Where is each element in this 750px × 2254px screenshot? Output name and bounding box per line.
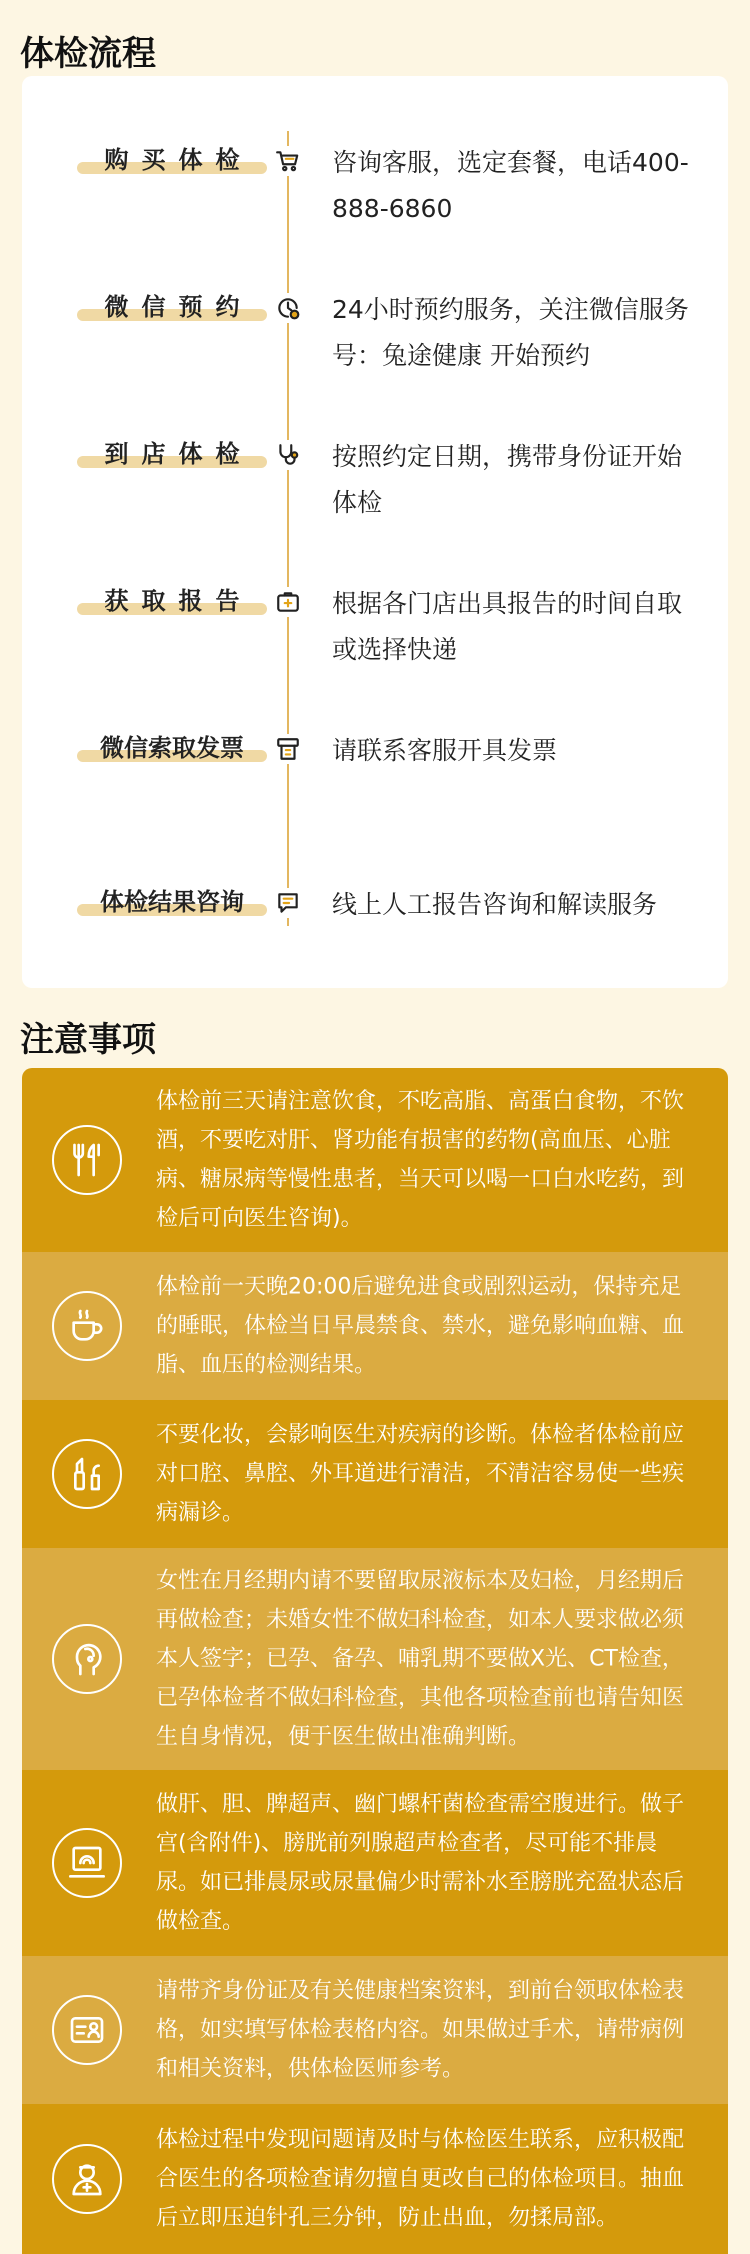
note-item <box>22 1068 728 1252</box>
step-description: 按照约定日期，携带身份证开始体检 <box>332 442 683 517</box>
note-item <box>22 2104 728 2254</box>
invoice-icon <box>273 734 303 764</box>
step-description: 线上人工报告咨询和解读服务 <box>332 890 658 919</box>
doctor-icon <box>52 2144 122 2214</box>
step-label: 体检结果咨询 <box>77 882 267 922</box>
cosmetics-icon <box>52 1439 122 1509</box>
step-label: 购买体检 <box>77 140 267 180</box>
step-description: 咨询客服，选定套餐，电话400-888-6860 <box>332 148 689 223</box>
clock-icon <box>273 293 303 323</box>
cart-icon <box>273 146 303 176</box>
note-text: 不要化妆，会影响医生对疾病的诊断。体检者体检前应对口腔、鼻腔、外耳道进行清洁，不清洁容易使一些疾病漏诊。 <box>156 1422 685 1526</box>
process-section-title: 体检流程 <box>20 34 156 74</box>
process-card <box>22 76 728 988</box>
step-description: 根据各门店出具报告的时间自取或选择快递 <box>332 589 683 664</box>
step-label: 获取报告 <box>77 581 267 621</box>
step-label: 到店体检 <box>77 434 267 474</box>
id-card-icon <box>52 1995 122 2065</box>
stethoscope-icon <box>273 440 303 470</box>
note-text: 体检前三天请注意饮食，不吃高脂、高蛋白食物，不饮酒，不要吃对肝、肾功能有损害的药物(高血压、心脏病、糖尿病等慢性患者，当天可以喝一口白水吃药，到检后可向医生咨询)。 <box>156 1089 685 1231</box>
note-text: 女性在月经期内请不要留取尿液标本及妇检，月经期后再做检查；未婚女性不做妇科检查，如本人要求做必须本人签字；已孕、备孕、哺乳期不要做X光、CT检查，已孕体检者不做妇科检查，其他各项检查前也请告知医生自身情况，便于医生做出准确判断。 <box>156 1568 685 1750</box>
medical-box-icon <box>273 587 303 617</box>
note-text: 做肝、胆、脾超声、幽门螺杆菌检查需空腹进行。做子宫(含附件)、膀胱前列腺超声检查者，尽可能不排晨尿。如已排晨尿或尿量偏少时需补水至膀胱充盈状态后做检查。 <box>156 1792 685 1934</box>
utensils-icon <box>52 1125 122 1195</box>
step-label: 微信预约 <box>77 287 267 327</box>
note-text: 体检前一天晚20:00后避免进食或剧烈运动，保持充足的睡眠，体检当日早晨禁食、禁水，避免影响血糖、血脂、血压的检测结果。 <box>156 1274 685 1378</box>
ultrasound-icon <box>52 1828 122 1898</box>
notes-section-title: 注意事项 <box>20 1020 156 1060</box>
note-item <box>22 1956 728 2104</box>
note-item <box>22 1400 728 1548</box>
notes-list <box>22 1068 728 2254</box>
timeline-line <box>287 131 289 926</box>
note-item <box>22 1770 728 1956</box>
note-item <box>22 1252 728 1400</box>
coffee-cup-icon <box>52 1291 122 1361</box>
step-description: 请联系客服开具发票 <box>332 736 558 765</box>
note-item <box>22 1548 728 1770</box>
note-text: 请带齐身份证及有关健康档案资料，到前台领取体检表格，如实填写体检表格内容。如果做过手术，请带病例和相关资料，供体检医师参考。 <box>156 1978 685 2082</box>
note-text: 体检过程中发现问题请及时与体检医生联系，应积极配合医生的各项检查请勿擅自更改自己的体检项目。抽血后立即压迫针孔三分钟，防止出血，勿揉局部。 <box>156 2127 685 2231</box>
chat-icon <box>273 888 303 918</box>
woman-head-icon <box>52 1624 122 1694</box>
step-label: 微信索取发票 <box>77 728 267 768</box>
step-description: 24小时预约服务，关注微信服务号：兔途健康 开始预约 <box>332 295 689 370</box>
